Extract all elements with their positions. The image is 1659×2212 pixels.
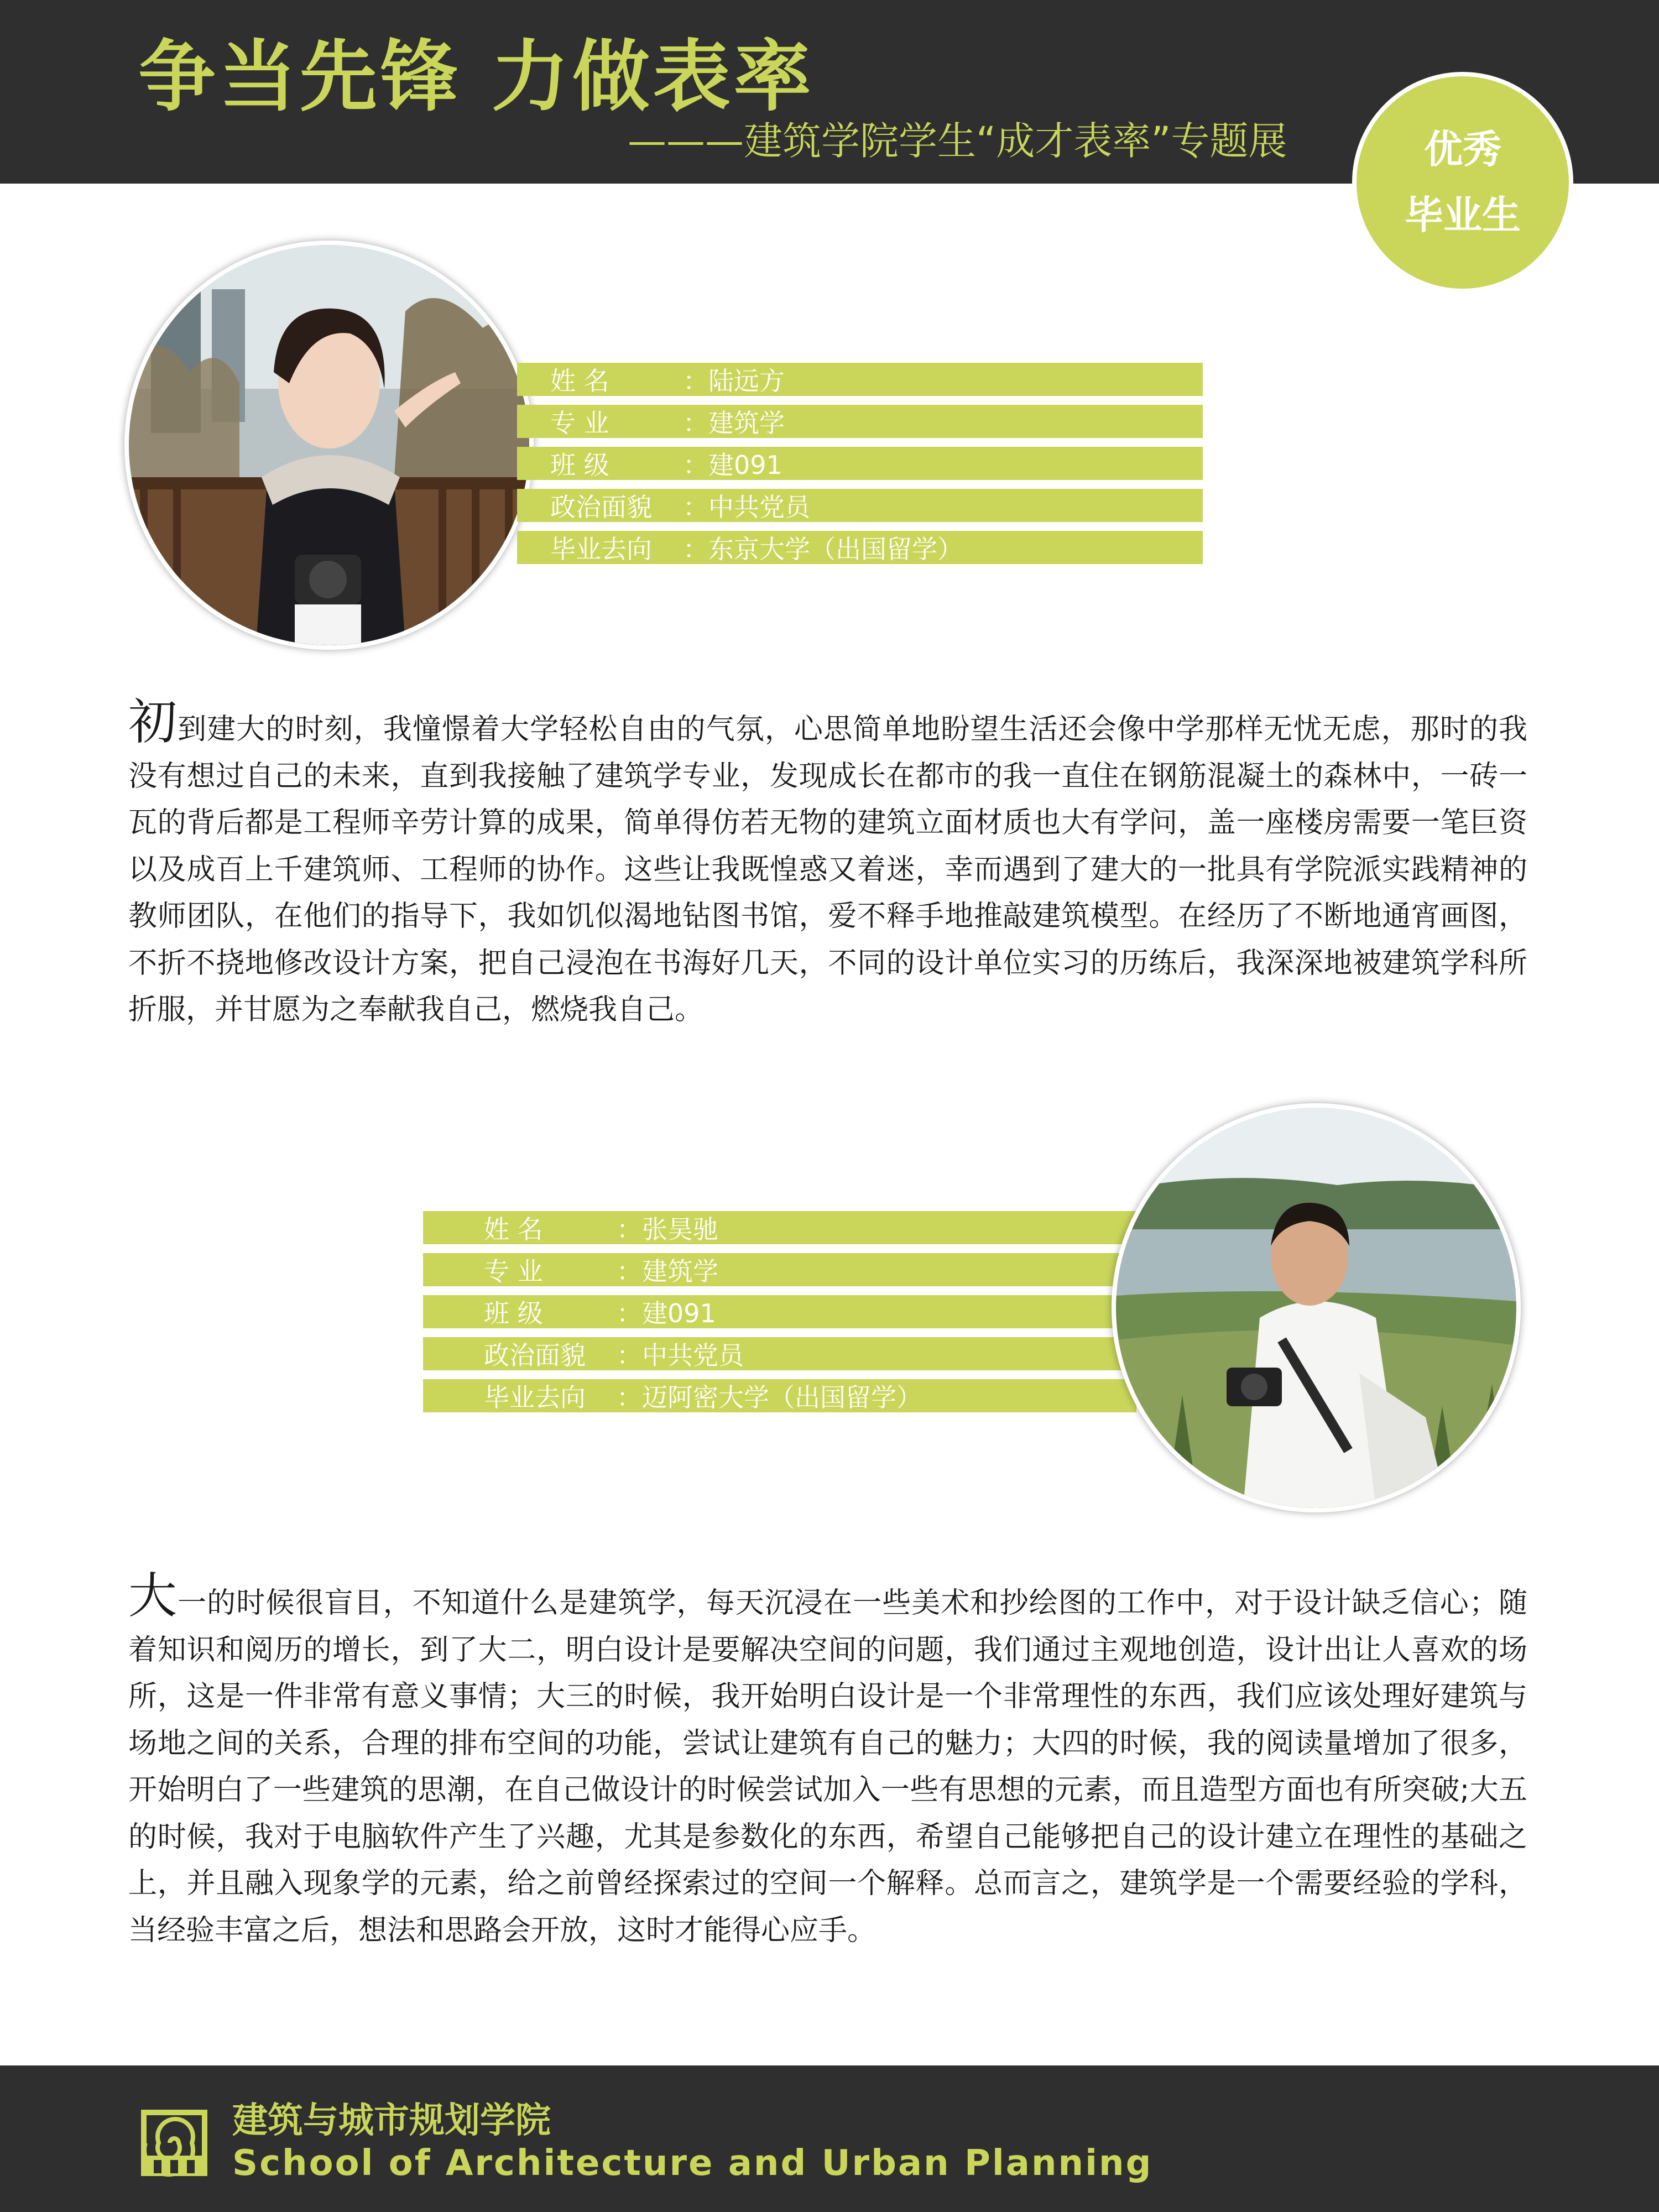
info-separator: ： <box>683 408 708 438</box>
footer-bar <box>0 2065 1659 2212</box>
info-label: 姓 名 <box>550 366 609 396</box>
info-row-destination <box>423 1379 1136 1412</box>
student-photo-2 <box>1112 1103 1521 1512</box>
info-value: 建筑学 <box>642 1256 718 1286</box>
student-essay-1 <box>128 693 1527 1034</box>
info-value: 张昊驰 <box>642 1214 718 1244</box>
student-info-2 <box>423 1211 1136 1421</box>
info-row-class <box>423 1295 1136 1328</box>
badge-line-2: 毕业生 <box>1405 192 1521 238</box>
info-value: 迈阿密大学（出国留学） <box>642 1383 922 1412</box>
school-logo-icon <box>138 2107 210 2179</box>
info-value: 东京大学（出国留学） <box>708 534 963 564</box>
info-row-name <box>423 1211 1136 1244</box>
info-row-name <box>517 363 1203 396</box>
info-label: 班 级 <box>484 1298 543 1328</box>
category-badge <box>1352 72 1573 293</box>
info-label: 专 业 <box>484 1256 543 1286</box>
info-row-major <box>423 1253 1136 1286</box>
student-info-1 <box>517 363 1203 573</box>
info-label: 专 业 <box>550 408 609 438</box>
info-separator: ： <box>683 366 708 396</box>
info-value: 建筑学 <box>708 408 785 438</box>
info-value: 中共党员 <box>708 492 810 522</box>
info-label: 姓 名 <box>484 1214 543 1244</box>
info-row-class <box>517 447 1203 480</box>
info-separator: ： <box>617 1340 642 1370</box>
essay-text: 到建大的时刻，我憧憬着大学轻松自由的气氛，心思简单地盼望生活还会像中学那样无忧无虑，那时的我没有想过自己的未来，直到我接触了建筑学专业，发现成长在都市的我一直住在钢筋混凝土的森林中，一砖一瓦的背后都是工程师辛劳计算的成果，简单得仿若无物的建筑立面材质也大有学问，盖一座楼房需要一笔巨资以及成百上千建筑师、工程师的协作。这些让我既惶惑又着迷，幸而遇到了建大的一批具有学院派实践精神的教师团队，在他们的指导下，我如饥似渴地钻图书馆，爱不释手地推敲建筑模型。在经历了不断地通宵画图，不折不挠地修改设计方案，把自己浸泡在书海好几天，不同的设计单位实习的历练后，我深深地被建筑学科所折服，并甘愿为之奉献我自己，燃烧我自己。 <box>128 713 1527 1026</box>
info-label: 毕业去向 <box>550 534 652 564</box>
info-value: 陆远方 <box>708 366 785 396</box>
info-separator: ： <box>617 1298 642 1328</box>
page-title: 争当先锋 力做表率 <box>138 32 815 122</box>
info-label: 班 级 <box>550 450 609 480</box>
page-subtitle: ———建筑学院学生“成才表率”专题展 <box>628 118 1287 164</box>
info-row-political-status <box>517 489 1203 522</box>
essay-text: 一的时候很盲目，不知道什么是建筑学，每天沉浸在一些美术和抄绘图的工作中，对于设计缺乏信心；随着知识和阅历的增长，到了大二，明白设计是要解决空间的问题，我们通过主观地创造，设计出让人喜欢的场所，这是一件非常有意义事情；大三的时候，我开始明白设计是一个非常理性的东西，我们应该处理好建筑与场地之间的关系，合理的排布空间的功能，尝试让建筑有自己的魅力；大四的时候，我的阅读量增加了很多，开始明白了一些建筑的思潮，在自己做设计的时候尝试加入一些有思想的元素，而且造型方面也有所突破;大五的时候，我对于电脑软件产生了兴趣，尤其是参数化的东西，希望自己能够把自己的设计建立在理性的基础之上，并且融入现象学的元素，给之前曾经探索过的空间一个解释。总而言之，建筑学是一个需要经验的学科，当经验丰富之后，想法和思路会开放，这时才能得心应手。 <box>128 1587 1527 1947</box>
school-name-english: School of Architecture and Urban Planning <box>232 2143 1153 2184</box>
info-label: 毕业去向 <box>484 1383 586 1412</box>
badge-line-1: 优秀 <box>1424 127 1501 172</box>
student-essay-2 <box>128 1567 1527 1954</box>
info-separator: ： <box>617 1383 642 1412</box>
student-photo-1 <box>124 241 534 650</box>
info-separator: ： <box>617 1214 642 1244</box>
info-separator: ： <box>683 450 708 480</box>
info-separator: ： <box>683 534 708 564</box>
drop-cap: 大 <box>128 1567 178 1624</box>
drop-cap: 初 <box>128 693 178 750</box>
info-value: 中共党员 <box>642 1340 744 1370</box>
info-value: 建091 <box>642 1298 716 1328</box>
info-label: 政治面貌 <box>550 492 652 522</box>
school-name-chinese: 建筑与城市规划学院 <box>232 2100 551 2141</box>
info-row-major <box>517 405 1203 438</box>
info-separator: ： <box>617 1256 642 1286</box>
info-row-destination <box>517 531 1203 564</box>
info-row-political-status <box>423 1337 1136 1370</box>
info-label: 政治面貌 <box>484 1340 586 1370</box>
info-separator: ： <box>683 492 708 522</box>
info-value: 建091 <box>708 450 782 480</box>
